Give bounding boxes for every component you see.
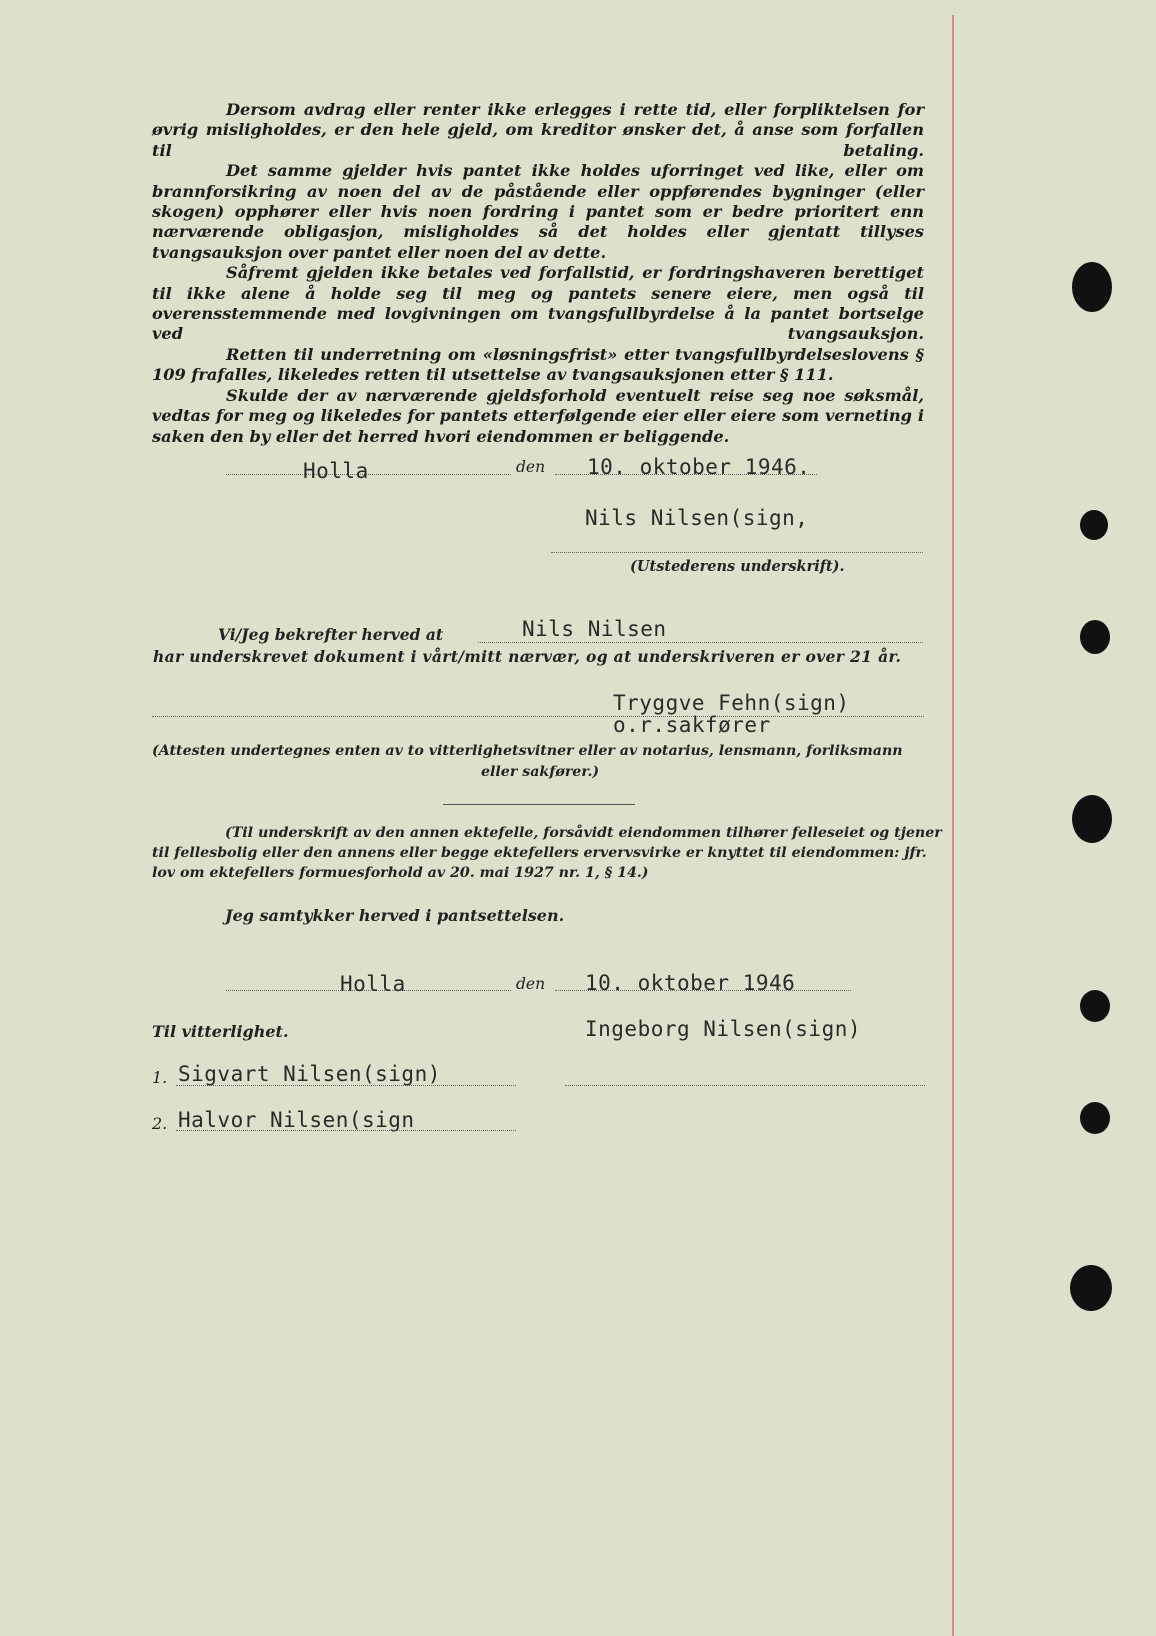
issuer-signature-line xyxy=(551,552,923,553)
witnesses-heading: Til vitterlighet. xyxy=(152,1022,289,1041)
witness-1-line xyxy=(176,1085,516,1086)
witness-1-number: 1. xyxy=(152,1068,168,1087)
issuer-den-label: den xyxy=(516,458,546,476)
attest-prefix: Vi/Jeg bekrefter herved at xyxy=(218,625,444,644)
spouse-note-line2: til fellesbolig eller den annens eller begge ektefellers ervervsvirke er knyttet til eiendommen: jfr. xyxy=(152,845,927,861)
attest-signer: Tryggve Fehn(sign) xyxy=(613,691,850,715)
witness-2-line xyxy=(176,1130,516,1131)
witness-1-name: Sigvart Nilsen(sign) xyxy=(178,1062,441,1086)
spouse-den-label: den xyxy=(516,975,546,993)
binder-hole-7 xyxy=(1070,1265,1112,1311)
binder-hole-5 xyxy=(1080,990,1110,1022)
issuer-place: Holla xyxy=(303,459,369,483)
attest-name-line xyxy=(478,642,923,643)
binder-hole-2 xyxy=(1080,510,1108,540)
clause-venue: Skulde der av nærværende gjeldsforhold eventuelt reise seg noe søksmål, vedtas for meg og likeledes for pantets etterfølgende eier eller eiere som verneting i saken den by eller det herred hvori eiendommen er beliggende. xyxy=(152,385,924,446)
section-divider xyxy=(443,804,635,805)
attest-signature-line xyxy=(152,716,924,717)
spouse-consent: Jeg samtykker herved i pantsettelsen. xyxy=(225,906,565,925)
spouse-date: 10. oktober 1946 xyxy=(585,971,796,995)
binder-hole-1 xyxy=(1072,262,1112,312)
legal-clauses xyxy=(152,100,924,447)
attest-statement: har underskrevet dokument i vårt/mitt nærvær, og at underskriveren er over 21 år. xyxy=(153,647,902,666)
spouse-signature: Ingeborg Nilsen(sign) xyxy=(585,1017,862,1041)
binder-hole-6 xyxy=(1080,1102,1110,1134)
red-margin-line xyxy=(952,15,954,1636)
attest-name: Nils Nilsen xyxy=(522,617,667,641)
clause-maintenance: Det samme gjelder hvis pantet ikke holdes uforringet ved like, eller om brannforsikring av noen del av de påstående eller oppførendes bygninger (eller skogen) opphører eller hvis noen fordring i pantet som er bedre prioritert enn nærværende obligasjon, misligholdes så det holdes eller gjentatt tillyses tvangsauksjon over pantet eller noen del av dette. xyxy=(152,161,924,262)
clause-default: Dersom avdrag eller renter ikke erlegges i rette tid, eller forpliktelsen for øvrig misligholdes, er den hele gjeld, om kreditor ønsker det, å anse som forfallen til betaling. xyxy=(152,100,924,160)
binder-hole-4 xyxy=(1072,795,1112,843)
witness-2-name: Halvor Nilsen(sign xyxy=(178,1108,415,1132)
issuer-signature-caption: (Utstederens underskrift). xyxy=(630,558,845,575)
issuer-signature: Nils Nilsen(sign, xyxy=(585,506,809,530)
binder-hole-3 xyxy=(1080,620,1110,654)
spouse-note-line3: lov om ektefellers formuesforhold av 20. mai 1927 nr. 1, § 14.) xyxy=(152,865,649,881)
attest-signer-title: o.r.sakfører xyxy=(613,713,771,737)
clause-enforcement: Såfremt gjelden ikke betales ved forfallstid, er fordringshaveren berettiget til ikke alene å holde seg til meg og pantets senere eiere, men også til overensstemmende med lovgivningen om tvangsfullbyrdelse å la pantet bortselge ved tvangsauksjon. xyxy=(152,263,924,344)
attest-note-line1: (Attesten undertegnes enten av to vitterlighetsvitner eller av notarius, lensmann, forliksmann xyxy=(152,743,903,759)
spouse-signature-line xyxy=(565,1085,925,1086)
spouse-note-line1: (Til underskrift av den annen ektefelle, forsåvidt eiendommen tilhører felleseiet og tjener xyxy=(225,825,942,841)
attest-note-line2: eller sakfører.) xyxy=(481,764,600,780)
spouse-place: Holla xyxy=(340,972,406,996)
issuer-date: 10. oktober 1946. xyxy=(587,455,811,479)
witness-2-number: 2. xyxy=(152,1114,168,1133)
clause-notice: Retten til underretning om «løsningsfrist» etter tvangsfullbyrdelseslovens § 109 frafalles, likeledes retten til utsettelse av tvangsauksjonen etter § 111. xyxy=(152,344,924,385)
